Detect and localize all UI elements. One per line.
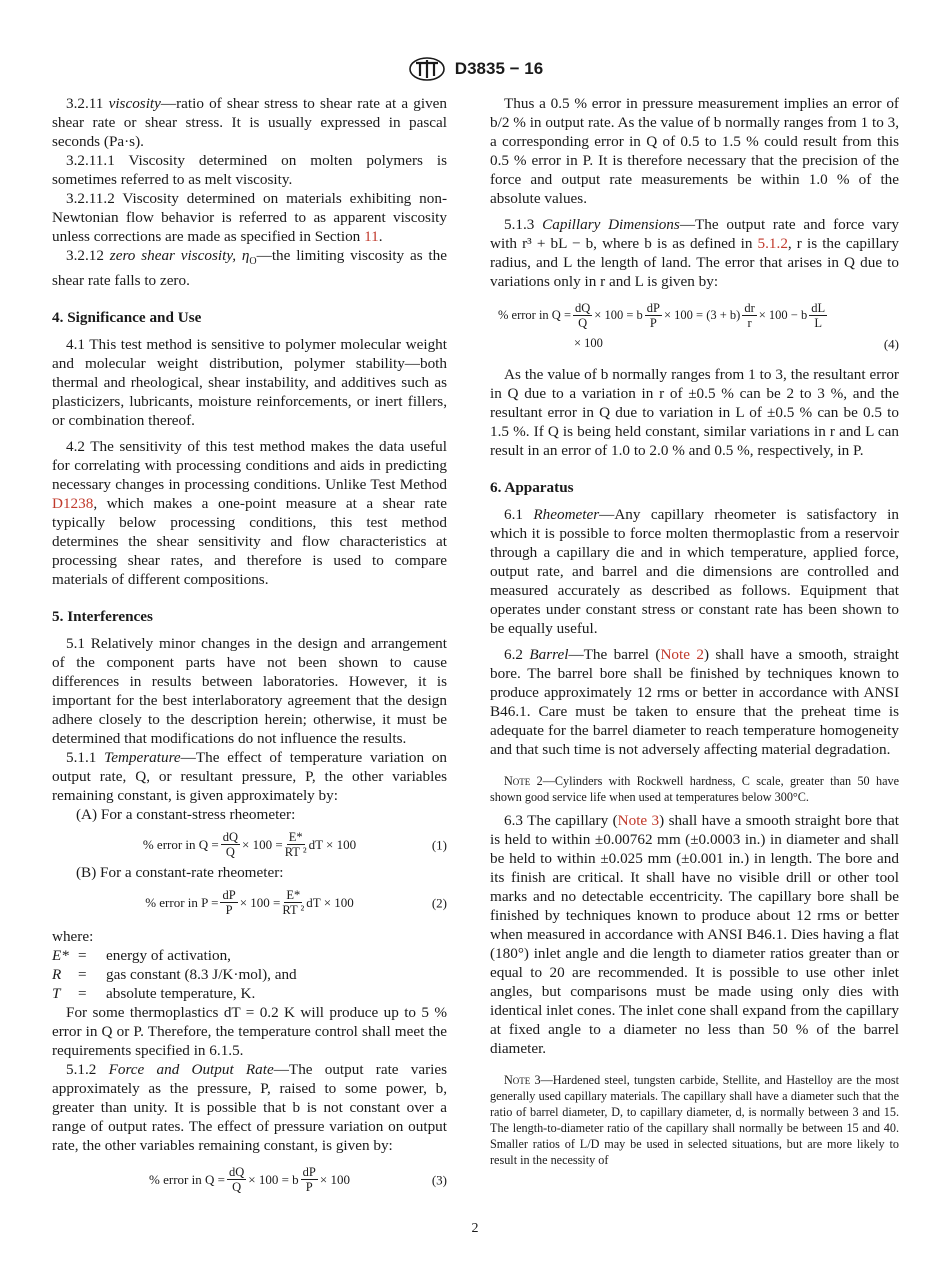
- section-11-link[interactable]: 11: [364, 228, 379, 245]
- equation-3: % error in Q = $\frac{dQ}{Q}$ × 100 = b $\frac{dP}{P}$ × 100 (3): [149, 1165, 447, 1195]
- para-3-2-11-1: 3.2.11.1 Viscosity determined on molten polymers is sometimes referred to as melt viscosity.: [52, 152, 447, 188]
- case-b: (B) For a constant-rate rheometer:: [76, 864, 284, 882]
- para-thermoplastics: For some thermoplastics dT = 0.2 K will produce up to 5 % error in Q or P. Therefore, the temperature control shall meet the requirements specified in 6.1.5.: [52, 1004, 447, 1060]
- where-list: [52, 946, 447, 1003]
- where-item: T = absolute temperature, K.: [52, 985, 256, 1003]
- note-2: Note 2—Cylinders with Rockwell hardness, C scale, greater than 50 have shown good service life when used at temperatures below 300°C.: [490, 774, 899, 804]
- equation-4-continued: × 100 (4): [574, 336, 899, 351]
- para-3-2-12: 3.2.12 zero shear viscosity, $\eta_O—the$ limiting viscosity as the shear rate falls to zero.: [52, 247, 447, 290]
- section-5-1-2-link[interactable]: 5.1.2: [757, 235, 788, 252]
- para-6-1: 6.1 Rheometer—Any capillary rheometer is satisfactory in which it is possible to force molten thermoplastic from a reservoir through a capillary die and in which temperature, applied force, output rate, and barrel and die dimensions are controlled and measured accurately as described as follows. Equipment that operates under constant stress or constant rate has been shown to be equally useful.: [490, 506, 899, 637]
- note-2-link[interactable]: Note 2: [660, 646, 704, 663]
- page-header: [0, 56, 950, 82]
- heading-significance: 4. Significance and Use: [52, 309, 202, 327]
- para-thus: Thus a 0.5 % error in pressure measurement implies an error of b/2 % in output rate. As the value of b normally ranges from 1 to 3, a corresponding error in Q of 0.5 to 1.5 % could result from this 0.5 % error in P. It is therefore necessary that the precision of the force and output rate measurements be within 1.0 % of the absolute values.: [490, 95, 899, 207]
- para-5-1-3: 5.1.3 Capillary Dimensions—The output rate and force vary with r³ + bL − b, where b is as defined in 5.1.2, r is the capillary radius, and L the length of land. The error that arises in Q due to variations only in r and L is given by:: [490, 216, 899, 290]
- where-label: where:: [52, 928, 94, 946]
- case-a: (A) For a constant-stress rheometer:: [76, 806, 296, 824]
- para-5-1: 5.1 Relatively minor changes in the design and arrangement of the component parts have not been shown to cause differences in results between laboratories. However, it is important for the best interlaboratory agreement that the design adhere closely to the description herein; otherwise, it must be determined that modifications do not influence the results.: [52, 635, 447, 748]
- equation-2: % error in P = $\frac{dP}{P}$ × 100 = $\frac{E*}{\text{RT ²}}$ dT × 100 (2): [145, 888, 447, 918]
- document-id: D3835 − 16: [454, 59, 544, 78]
- note-3-link[interactable]: Note 3: [617, 812, 660, 829]
- para-5-1-1: 5.1.1 Temperature—The effect of temperature variation on output rate, Q, or resultant pressure, P, the other variables remaining constant, is given approximately by:: [52, 749, 448, 805]
- para-4-2: 4.2 The sensitivity of this test method makes the data useful for correlating with processing conditions and aids in predicting necessary changes in processing conditions. Unlike Test Method D1238, which makes a one-point measure at a shear rate typically below processing conditions, this test method determines the shear sensitivity and flow characteristics at processing shear rates, and therefore is used to compare materials of different compositions.: [52, 438, 447, 589]
- heading-interferences: 5. Interferences: [52, 608, 153, 626]
- right-column: [490, 94, 899, 1174]
- equation-4: % error in Q = $\frac{dQ}{Q}$ × 100 = b $\frac{dP}{P}$ × 100 = (3 + b) $\frac{dr}{r}$ × 100 − b $\frac{dL}{L}$: [498, 301, 826, 330]
- para-3-2-11-2: 3.2.11.2 Viscosity determined on materials exhibiting non-Newtonian flow behavior is referred to as apparent viscosity unless corrections are made as specified in Section 11.: [52, 190, 447, 245]
- para-6-2: 6.2 Barrel—The barrel (Note 2) shall have a smooth, straight bore. The barrel bore shall be finished by techniques known to produce approximately 12 rms or better in accordance with ANSI B46.1. Care must be taken to ensure that the preheat time is adequate for the barrel diameter to reach temperature homogeneity and that such time is not adversely affecting material degradation.: [490, 646, 899, 758]
- para-3-2-11: 3.2.11 viscosity—ratio of shear stress to shear rate at a given shear rate or shear stress. It is usually expressed in pascal seconds (Pa·s).: [52, 95, 448, 150]
- where-item: E* = energy of activation,: [52, 947, 231, 965]
- para-5-1-2: 5.1.2 Force and Output Rate—The output rate varies approximately as the pressure, P, raised to some power, b, greater than unity. It is possible that b is not constant over a range of output rates. The effect of pressure variation on output rate, the other variables remaining constant, is given by:: [52, 1061, 447, 1155]
- para-4-1: 4.1 This test method is sensitive to polymer molecular weight and molecular weight distribution, polymer stability—both thermal and rheological, shear instability, and additives such as plasticizers, lubricants, moisture reinforcements, or inert fillers, or combination thereof.: [52, 336, 447, 430]
- heading-apparatus: 6. Apparatus: [490, 479, 574, 496]
- equation-1: % error in Q = $\frac{dQ}{Q}$ × 100 = $\frac{E*}{\text{RT ²}}$ dT × 100 (1): [142, 830, 447, 860]
- d1238-link[interactable]: D1238: [52, 495, 94, 513]
- note-3: Note 3—Hardened steel, tungsten carbide, Stellite, and Hastelloy are the most generally used capillary materials. The capillary shall have a diameter such that the ratio of barrel diameter, D, to capillary diameter, d, is normally between 3 and 15. The length-to-diameter ratio of the capillary shall normally be between 15 and 40. Smaller ratios of L/D may be used in selected situations, but are more likely to result in the necessity of: [490, 1073, 900, 1167]
- para-6-3: 6.3 The capillary (Note 3) shall have a smooth straight bore that is held to within ±0.00762 mm (±0.0003 in.) in diameter and shall be held to within ±0.025 mm (±0.001 in.) in length. The bore and its finish are critical. It shall have no visible drill or other tool marks and no detectable eccentricity. The capillary bore shall be finished by techniques known to produce about 12 rms or better when measured in accordance with ANSI B46.1. Dies having a flat (180°) inlet angle and die length to diameter ratios greater than or equal to 20 are recommended. It is possible to use other inlet angles, but comparisons must be made using only dies with identical inlet cones. The inlet cone shall expand from the capillary at fixed angle to a diameter no less than 50 % of the barrel diameter.: [490, 812, 899, 1057]
- left-column: [52, 94, 447, 1198]
- astm-logo-icon: [407, 56, 447, 82]
- page-number: 2: [471, 1221, 479, 1236]
- para-as-value: As the value of b normally ranges from 1 to 3, the resultant error in Q due to a variation in r of ±0.5 % can be 2 to 3 %, and the resultant error in Q due to variation in L of ±0.5 % can be 0.5 to 1.5 %. If Q is being held constant, similar variations in r and L can result in an error of 1.0 to 2.0 % and 0.5 %, respectively, in P.: [490, 366, 899, 459]
- where-item: R = gas constant (8.3 J/K·mol), and: [52, 966, 297, 984]
